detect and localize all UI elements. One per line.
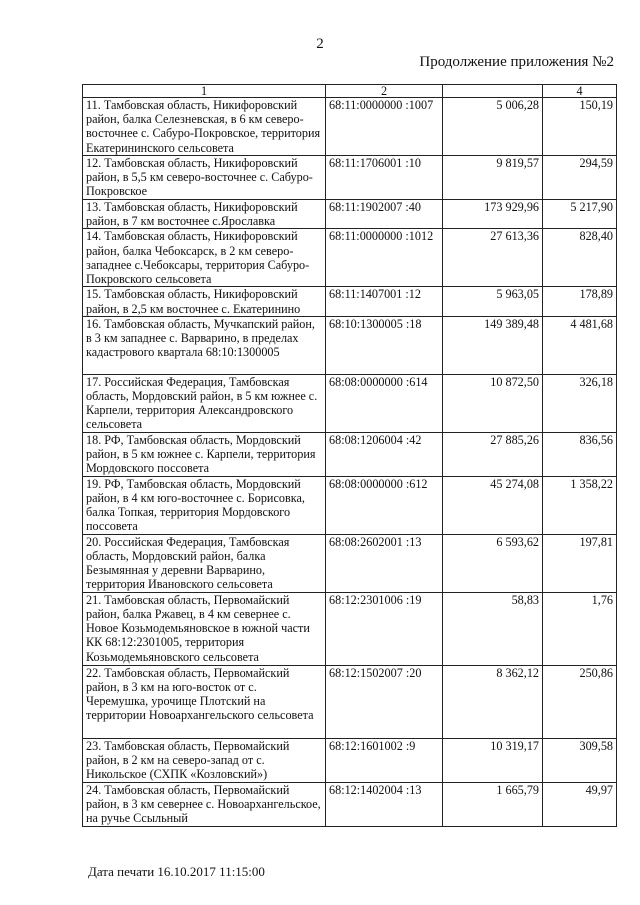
cadastral-number-cell: 68:12:1601002 :9: [326, 738, 443, 782]
table-row: [83, 665, 617, 738]
area-cell: 10 319,17: [443, 738, 543, 782]
print-date: Дата печати 16.10.2017 11:15:00: [88, 864, 265, 879]
value-cell: 836,56: [543, 432, 617, 476]
area-cell: 45 274,08: [443, 476, 543, 534]
location-cell: 17. Российская Федерация, Тамбовская область, Мордовский район, в 5 км южнее с. Карпели, территория Александровского сельсовета: [83, 374, 326, 432]
column-header: 1: [83, 85, 326, 98]
area-cell: 5 963,05: [443, 287, 543, 316]
location-cell: 14. Тамбовская область, Никифоровский район, балка Чебоксарск, в 2 км северо-западнее с.Чебоксары, территория Сабуро-Покровского сельсовета: [83, 229, 326, 287]
value-cell: 309,58: [543, 738, 617, 782]
column-header: 2: [326, 85, 443, 98]
area-cell: 8 362,12: [443, 665, 543, 738]
location-cell: 18. РФ, Тамбовская область, Мордовский район, в 5 км южнее с. Карпели, территория Мордовского поссовета: [83, 432, 326, 476]
area-cell: 58,83: [443, 592, 543, 665]
cadastral-number-cell: 68:12:2301006 :19: [326, 592, 443, 665]
header-row: [83, 85, 617, 98]
cadastral-number-cell: 68:08:2602001 :13: [326, 534, 443, 592]
value-cell: 294,59: [543, 156, 617, 200]
column-header: 4: [543, 85, 617, 98]
table-row: [83, 432, 617, 476]
cadastral-number-cell: 68:12:1402004 :13: [326, 782, 443, 826]
table-row: [83, 476, 617, 534]
value-cell: 1,76: [543, 592, 617, 665]
location-cell: 20. Российская Федерация, Тамбовская область, Мордовский район, балка Безымянная у деревни Варварино, территория Ивановского сельсовета: [83, 534, 326, 592]
area-cell: 173 929,96: [443, 200, 543, 229]
value-cell: 150,19: [543, 98, 617, 156]
cadastral-number-cell: 68:11:1706001 :10: [326, 156, 443, 200]
appendix-header: Продолжение приложения №2: [419, 54, 614, 70]
location-cell: 16. Тамбовская область, Мучкапский район, в 3 км западнее с. Варварино, в пределах кадастрового квартала 68:10:1300005: [83, 316, 326, 374]
value-cell: 197,81: [543, 534, 617, 592]
location-cell: 15. Тамбовская область, Никифоровский район, в 2,5 км восточнее с. Екатеринино: [83, 287, 326, 316]
table-row: [83, 592, 617, 665]
table-row: [83, 782, 617, 826]
location-cell: 11. Тамбовская область, Никифоровский район, балка Селезневская, в 6 км северо-восточнее с. Сабуро-Покровское, территория Екатерининского сельсовета: [83, 98, 326, 156]
area-cell: 1 665,79: [443, 782, 543, 826]
value-cell: 178,89: [543, 287, 617, 316]
value-cell: 326,18: [543, 374, 617, 432]
cadastral-number-cell: 68:12:1502007 :20: [326, 665, 443, 738]
area-cell: 27 885,26: [443, 432, 543, 476]
table-row: [83, 98, 617, 156]
cadastral-number-cell: 68:11:0000000 :1007: [326, 98, 443, 156]
value-cell: 828,40: [543, 229, 617, 287]
location-cell: 13. Тамбовская область, Никифоровский район, в 7 км восточнее с.Ярославка: [83, 200, 326, 229]
table-row: [83, 534, 617, 592]
cadastral-number-cell: 68:08:0000000 :614: [326, 374, 443, 432]
value-cell: 49,97: [543, 782, 617, 826]
area-cell: 10 872,50: [443, 374, 543, 432]
value-cell: 4 481,68: [543, 316, 617, 374]
area-cell: 9 819,57: [443, 156, 543, 200]
cadastral-number-cell: 68:08:1206004 :42: [326, 432, 443, 476]
table-row: [83, 738, 617, 782]
location-cell: 12. Тамбовская область, Никифоровский район, в 5,5 км северо-восточнее с. Сабуро-Покровское: [83, 156, 326, 200]
column-header: [443, 85, 543, 98]
location-cell: 23. Тамбовская область, Первомайский район, в 2 км на северо-запад от с. Никольское (СХПК «Козловский»): [83, 738, 326, 782]
table-row: [83, 287, 617, 316]
cadastral-number-cell: 68:11:1407001 :12: [326, 287, 443, 316]
table-row: [83, 200, 617, 229]
area-cell: 6 593,62: [443, 534, 543, 592]
area-cell: 5 006,28: [443, 98, 543, 156]
value-cell: 1 358,22: [543, 476, 617, 534]
location-cell: 19. РФ, Тамбовская область, Мордовский район, в 4 км юго-восточнее с. Борисовка, балка Топкая, территория Мордовского поссовета: [83, 476, 326, 534]
table-row: [83, 156, 617, 200]
cadastral-number-cell: 68:11:0000000 :1012: [326, 229, 443, 287]
land-plots-table: [82, 84, 617, 827]
area-cell: 149 389,48: [443, 316, 543, 374]
location-cell: 24. Тамбовская область, Первомайский район, в 3 км севернее с. Новоархангельское, на ручье Ссыльный: [83, 782, 326, 826]
value-cell: 5 217,90: [543, 200, 617, 229]
location-cell: 21. Тамбовская область, Первомайский район, балка Ржавец, в 4 км севернее с. Новое Козьмодемьяновское в южной части КК 68:12:2301005, территория Козьмодемьяновского сельсовета: [83, 592, 326, 665]
table-row: [83, 374, 617, 432]
page-number: 2: [316, 36, 324, 52]
area-cell: 27 613,36: [443, 229, 543, 287]
value-cell: 250,86: [543, 665, 617, 738]
cadastral-number-cell: 68:10:1300005 :18: [326, 316, 443, 374]
cadastral-number-cell: 68:11:1902007 :40: [326, 200, 443, 229]
location-cell: 22. Тамбовская область, Первомайский район, в 3 км на юго-восток от с. Черемушка, урочище Плотский на территории Новоархангельского сельсовета: [83, 665, 326, 738]
table-row: [83, 316, 617, 374]
table-row: [83, 229, 617, 287]
cadastral-number-cell: 68:08:0000000 :612: [326, 476, 443, 534]
